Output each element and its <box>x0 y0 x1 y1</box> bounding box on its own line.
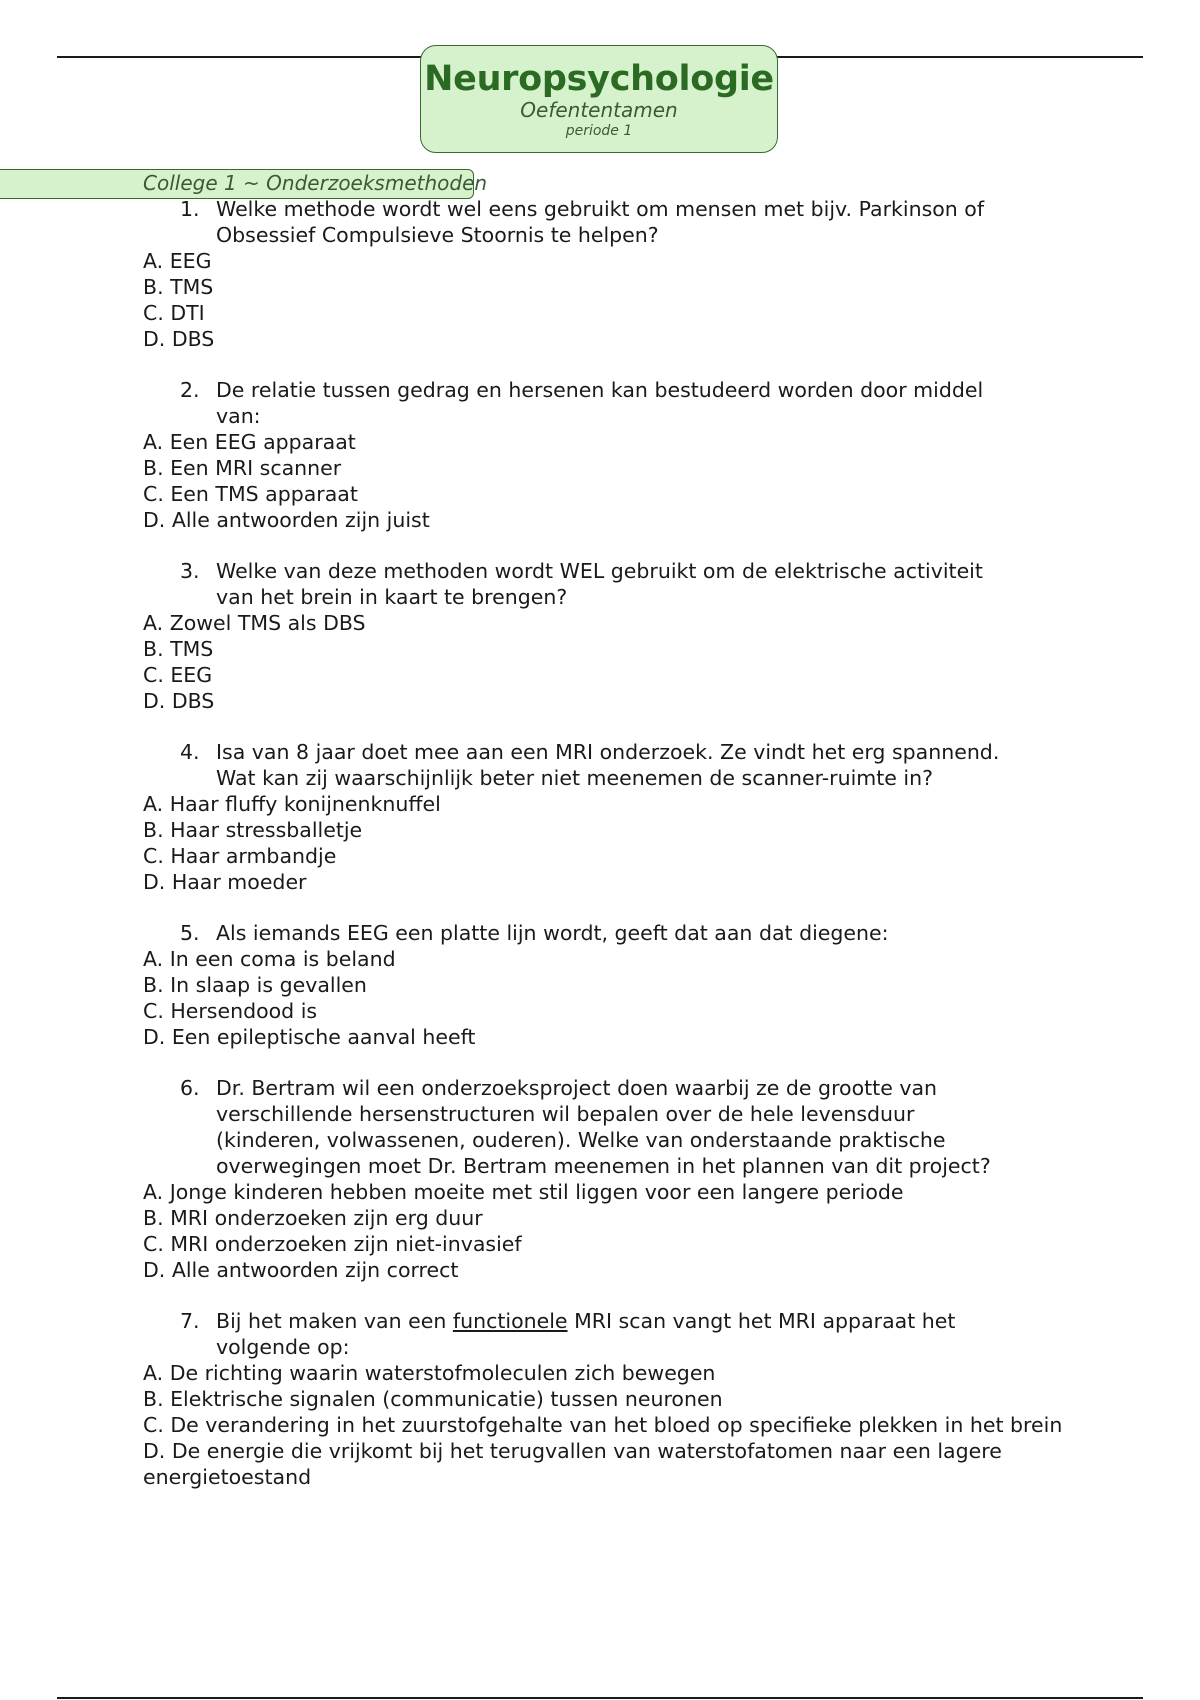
question-text: Isa van 8 jaar doet mee aan een MRI onderzoek. Ze vindt het erg spannend. Wat kan zij waarschijnlijk beter niet meenemen de scanner-ruimte in? <box>216 740 1000 790</box>
underlined-term: functionele <box>452 1309 568 1333</box>
answer-option: B. MRI onderzoeken zijn erg duur <box>143 1206 483 1230</box>
answer-option: C. Haar armbandje <box>143 844 337 868</box>
answer-option: C. De verandering in het zuurstofgehalte van het bloed op specifieke plekken in het brein <box>143 1413 1063 1437</box>
question-text <box>216 1308 1063 1360</box>
answer-option: A. Jonge kinderen hebben moeite met stil liggen voor een langere periode <box>143 1180 904 1204</box>
answer-option: A. In een coma is beland <box>143 947 396 971</box>
question-text: De relatie tussen gedrag en hersenen kan bestudeerd worden door middel van: <box>216 378 984 428</box>
answer-option: B. Haar stressballetje <box>143 818 363 842</box>
answer-option: D. Alle antwoorden zijn correct <box>143 1258 459 1282</box>
answer-option: D. Een epileptische aanval heeft <box>143 1025 476 1049</box>
question-5 <box>143 920 1063 1050</box>
question-2 <box>143 377 1063 533</box>
answer-option: D. Haar moeder <box>143 870 307 894</box>
section-title: College 1 ~ Onderzoeksmethoden <box>143 171 488 195</box>
question-7 <box>143 1308 1063 1490</box>
answer-option: B. TMS <box>143 275 214 299</box>
question-text: Dr. Bertram wil een onderzoeksproject doen waarbij ze de grootte van verschillende hersenstructuren wil bepalen over de hele levensduur (kinderen, volwassenen, ouderen). Welke van onderstaande praktische overwegingen moet Dr. Bertram meenemen in het plannen van dit project? <box>216 1076 991 1178</box>
question-number: 1. <box>180 197 200 221</box>
question-number: 5. <box>180 921 200 945</box>
answer-option: A. Zowel TMS als DBS <box>143 611 366 635</box>
answer-option: C. Hersendood is <box>143 999 318 1023</box>
answer-option: A. EEG <box>143 249 212 273</box>
question-6 <box>143 1075 1063 1283</box>
answer-option: C. DTI <box>143 301 205 325</box>
question-text-start: Bij het maken van een <box>216 1309 453 1333</box>
question-text-end: MRI scan vangt het MRI apparaat het volgende op: <box>216 1309 956 1359</box>
answer-option: A. De richting waarin waterstofmoleculen zich bewegen <box>143 1361 716 1385</box>
question-3 <box>143 558 1063 714</box>
question-list <box>143 196 1063 1515</box>
answer-option: B. TMS <box>143 637 214 661</box>
question-text: Als iemands EEG een platte lijn wordt, geeft dat aan dat diegene: <box>216 921 889 945</box>
answer-option: B. In slaap is gevallen <box>143 973 367 997</box>
document-period: periode 1 <box>565 123 633 139</box>
question-text: Welke van deze methoden wordt WEL gebruikt om de elektrische activiteit van het brein in kaart te brengen? <box>216 559 983 609</box>
question-4 <box>143 739 1063 895</box>
question-1 <box>143 196 1063 352</box>
question-number: 6. <box>180 1076 200 1100</box>
question-number: 2. <box>180 378 200 402</box>
answer-option: A. Een EEG apparaat <box>143 430 356 454</box>
footer-rule <box>57 1697 1143 1699</box>
answer-option: C. EEG <box>143 663 213 687</box>
answer-option: D. DBS <box>143 327 215 351</box>
question-number: 3. <box>180 559 200 583</box>
document-subtitle: Oefententamen <box>520 98 678 122</box>
answer-option: B. Elektrische signalen (communicatie) tussen neuronen <box>143 1387 723 1411</box>
title-box <box>420 45 778 153</box>
answer-option: C. MRI onderzoeken zijn niet-invasief <box>143 1232 522 1256</box>
question-number: 4. <box>180 740 200 764</box>
answer-option: C. Een TMS apparaat <box>143 482 358 506</box>
document-title: Neuropsychologie <box>424 59 774 99</box>
question-text: Welke methode wordt wel eens gebruikt om mensen met bijv. Parkinson of Obsessief Compulsieve Stoornis te helpen? <box>216 197 985 247</box>
question-number: 7. <box>180 1309 200 1333</box>
answer-option: D. DBS <box>143 689 215 713</box>
answer-option: B. Een MRI scanner <box>143 456 342 480</box>
answer-option: A. Haar fluffy konijnenknuffel <box>143 792 441 816</box>
answer-option: D. De energie die vrijkomt bij het terugvallen van waterstofatomen naar een lagere energietoestand <box>143 1439 1002 1489</box>
answer-option: D. Alle antwoorden zijn juist <box>143 508 430 532</box>
